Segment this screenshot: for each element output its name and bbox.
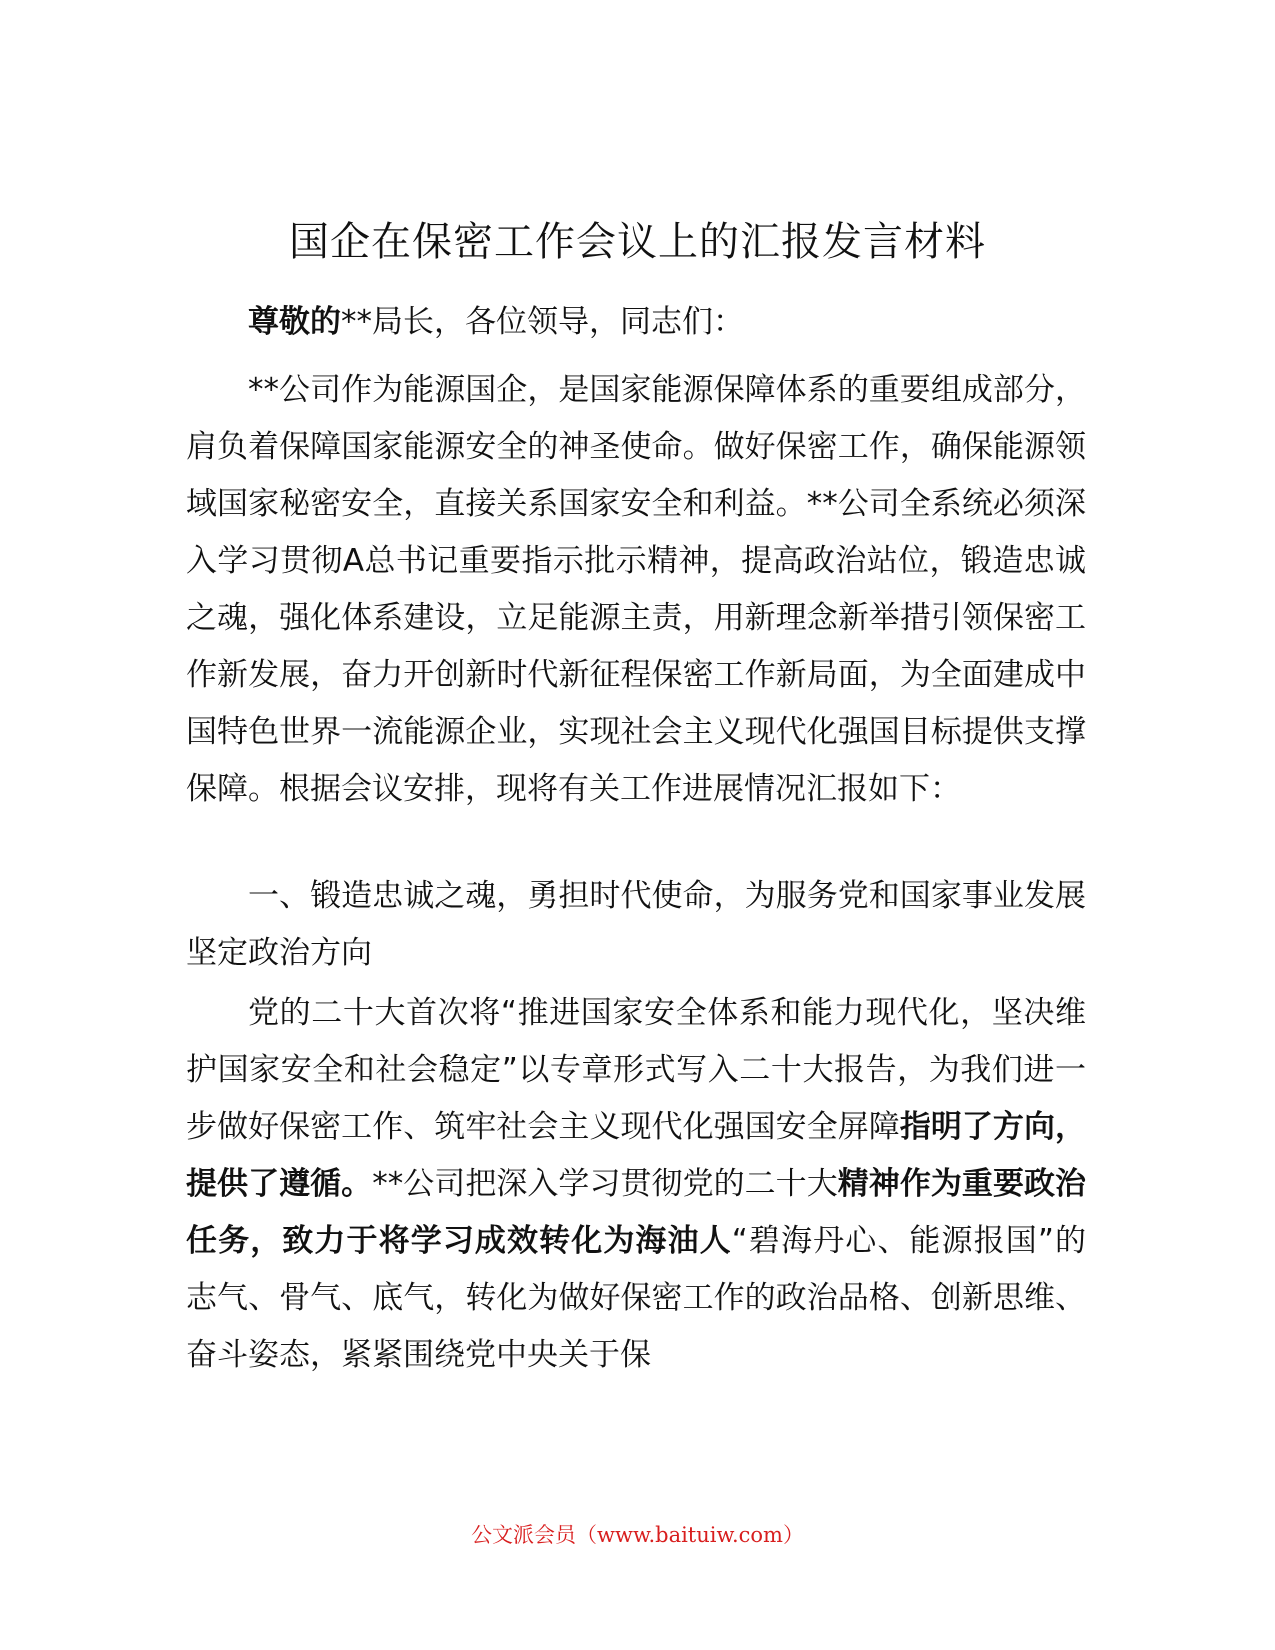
paragraph-section-1-bold1: 指明了方向，提供了遵循。 [186, 1109, 1087, 1202]
document-title: 国企在保密工作会议上的汇报发言材料 [289, 219, 986, 265]
salutation-bold: 尊敬的 [248, 304, 341, 340]
paragraph-section-1-part3: “碧海丹心、能源报国”的志气、骨气、底气，转化为做好保密工作的政治品格、创新思维、奋斗姿态，紧紧围绕党中央关于保 [186, 1223, 1086, 1373]
paragraph-section-1-bold2: 精神作为重要政治任务，致力于将学习成效转化为海油人 [186, 1166, 1087, 1259]
salutation-rest: **局长，各位领导，同志们： [341, 304, 744, 340]
paragraph-section-1-part1: 党的二十大首次将“推进国家安全体系和能力现代化，坚决维护国家安全和社会稳定”以专章形式写入二十大报告，为我们进一步做好保密工作、筑牢社会主义现代化强国安全屏障 [186, 995, 1086, 1145]
paragraph-intro: **公司作为能源国企，是国家能源保障体系的重要组成部分，肩负着保障国家能源安全的神圣使命。做好保密工作，确保能源领域国家秘密安全，直接关系国家安全和利益。**公司全系统必须深入学习贯彻A总书记重要指示批示精神，提高政治站位，锻造忠诚之魂，强化体系建设，立足能源主责，用新理念新举措引领保密工作新发展，奋力开创新时代新征程保密工作新局面，为全面建成中国特色世界一流能源企业，实现社会主义现代化强国目标提供支撑保障。根据会议安排，现将有关工作进展情况汇报如下： [186, 372, 1086, 807]
paragraph-section-1-part2: **公司把深入学习贯彻党的二十大 [372, 1166, 838, 1202]
paragraph-section-1 [186, 985, 1086, 1384]
section-heading-1: 一、锻造忠诚之魂，勇担时代使命，为服务党和国家事业发展坚定政治方向 [186, 878, 1086, 971]
salutation [186, 294, 1086, 351]
footer-watermark: 公文派会员（www.baituiw.com） [471, 1523, 804, 1547]
